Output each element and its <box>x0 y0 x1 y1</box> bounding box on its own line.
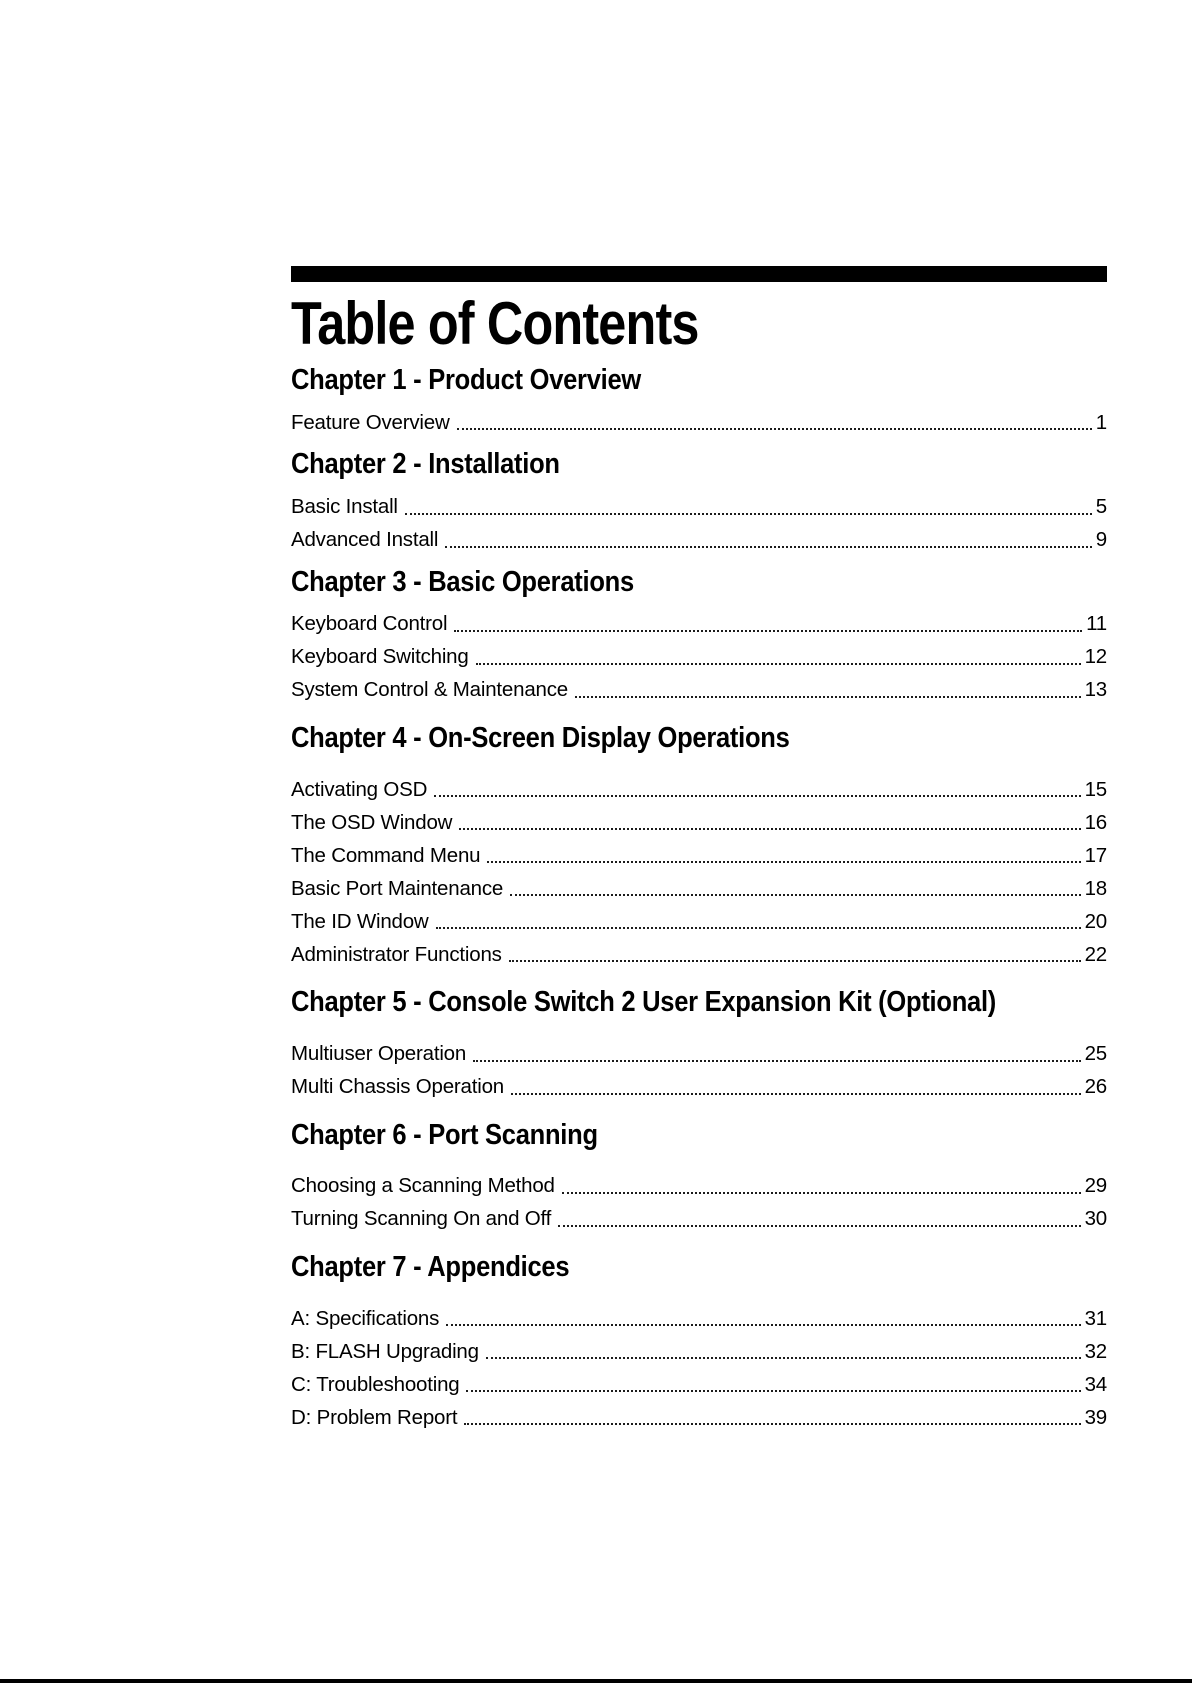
toc-entry <box>291 1298 1107 1331</box>
toc-entry <box>291 1397 1107 1430</box>
toc-entry-label: Keyboard Switching <box>291 645 469 669</box>
chapter-heading <box>291 1251 1107 1284</box>
dotted-leader <box>464 1423 1080 1425</box>
toc-entry <box>291 835 1107 868</box>
toc-chapter-1 <box>291 364 1107 435</box>
toc-chapter-list <box>291 364 1107 1430</box>
toc-entry <box>291 520 1107 553</box>
dotted-leader <box>454 630 1082 632</box>
chapter-heading <box>291 1119 1107 1152</box>
chapter-entries <box>291 487 1107 553</box>
toc-entry-label: Basic Port Maintenance <box>291 876 504 900</box>
chapter-heading-text: Chapter 5 - Console Switch 2 User Expansion Kit (Optional) <box>291 986 997 1019</box>
dotted-leader <box>487 861 1080 863</box>
toc-chapter-6 <box>291 1119 1107 1232</box>
toc-chapter-5 <box>291 986 1107 1099</box>
toc-entry <box>291 1331 1107 1364</box>
toc-entry-label: Multiuser Operation <box>291 1042 467 1066</box>
toc-entry <box>291 802 1107 835</box>
dotted-leader <box>511 1093 1081 1095</box>
chapter-entries <box>291 1166 1107 1232</box>
toc-entry <box>291 934 1107 967</box>
dotted-leader <box>509 960 1081 962</box>
top-rule <box>291 266 1107 282</box>
toc-entry-page: 39 <box>1084 1405 1107 1429</box>
toc-entry-page: 15 <box>1084 777 1107 801</box>
toc-chapter-7 <box>291 1251 1107 1430</box>
chapter-entries <box>291 1034 1107 1100</box>
dotted-leader <box>486 1357 1081 1359</box>
toc-entry-label: Turning Scanning On and Off <box>291 1207 552 1231</box>
toc-entry <box>291 769 1107 802</box>
toc-entry-page: 17 <box>1084 843 1107 867</box>
dotted-leader <box>405 513 1092 515</box>
toc-entry-page: 18 <box>1084 876 1107 900</box>
toc-entry-label: C: Troubleshooting <box>291 1372 460 1396</box>
chapter-heading <box>291 448 1107 481</box>
chapter-heading <box>291 722 1107 755</box>
dotted-leader <box>459 828 1080 830</box>
toc-entry-page: 26 <box>1084 1075 1107 1099</box>
toc-entry-page: 1 <box>1095 410 1107 434</box>
chapter-heading-text: Chapter 6 - Port Scanning <box>291 1118 598 1151</box>
dotted-leader <box>558 1225 1080 1227</box>
chapter-entries <box>291 402 1107 435</box>
toc-entry <box>291 487 1107 520</box>
toc-entry-label: Advanced Install <box>291 528 439 552</box>
toc-chapter-4 <box>291 722 1107 967</box>
toc-entry-label: The ID Window <box>291 909 429 933</box>
dotted-leader <box>466 1390 1080 1392</box>
toc-entry <box>291 1166 1107 1199</box>
toc-entry-label: Feature Overview <box>291 410 450 434</box>
toc-entry-label: B: FLASH Upgrading <box>291 1339 479 1363</box>
toc-entry-page: 29 <box>1084 1174 1107 1198</box>
dotted-leader <box>562 1192 1081 1194</box>
dotted-leader <box>473 1060 1081 1062</box>
dotted-leader <box>446 1324 1080 1326</box>
toc-chapter-3 <box>291 566 1107 703</box>
chapter-heading-text: Chapter 2 - Installation <box>291 448 560 481</box>
toc-entry-page: 9 <box>1095 528 1107 552</box>
toc-entry <box>291 670 1107 703</box>
toc-entry-page: 32 <box>1084 1339 1107 1363</box>
page-title <box>291 292 1107 355</box>
chapter-entries <box>291 604 1107 703</box>
toc-entry <box>291 637 1107 670</box>
dotted-leader <box>510 894 1080 896</box>
toc-entry-page: 12 <box>1084 645 1107 669</box>
chapter-heading <box>291 566 1107 599</box>
toc-entry <box>291 1034 1107 1067</box>
toc-entry-page: 22 <box>1084 942 1107 966</box>
toc-entry-label: D: Problem Report <box>291 1405 458 1429</box>
toc-entry-label: Basic Install <box>291 495 398 519</box>
toc-entry-page: 20 <box>1084 909 1107 933</box>
dotted-leader <box>457 428 1092 430</box>
dotted-leader <box>436 927 1081 929</box>
bottom-rule <box>0 1679 1192 1683</box>
dotted-leader <box>434 795 1080 797</box>
toc-entry-label: Keyboard Control <box>291 612 448 636</box>
toc-content <box>291 266 1107 1430</box>
chapter-heading-text: Chapter 4 - On-Screen Display Operations <box>291 722 790 755</box>
chapter-heading-text: Chapter 7 - Appendices <box>291 1251 570 1284</box>
toc-entry <box>291 402 1107 435</box>
toc-entry-label: System Control & Maintenance <box>291 678 568 702</box>
toc-entry <box>291 1199 1107 1232</box>
toc-entry <box>291 604 1107 637</box>
chapter-heading-text: Chapter 1 - Product Overview <box>291 364 641 396</box>
toc-entry-page: 5 <box>1095 495 1107 519</box>
toc-entry <box>291 868 1107 901</box>
toc-entry-label: A: Specifications <box>291 1306 440 1330</box>
toc-entry-page: 11 <box>1086 612 1107 636</box>
toc-entry-page: 13 <box>1084 678 1107 702</box>
chapter-heading-text: Chapter 3 - Basic Operations <box>291 565 634 598</box>
toc-entry-label: The Command Menu <box>291 843 481 867</box>
toc-entry-label: Administrator Functions <box>291 942 502 966</box>
toc-entry-page: 25 <box>1084 1042 1107 1066</box>
toc-entry-label: Choosing a Scanning Method <box>291 1174 555 1198</box>
toc-entry <box>291 901 1107 934</box>
toc-entry-page: 30 <box>1084 1207 1107 1231</box>
page-title-text: Table of Contents <box>291 290 699 357</box>
chapter-heading <box>291 986 1107 1019</box>
chapter-entries <box>291 769 1107 967</box>
chapter-heading <box>291 364 1107 397</box>
toc-entry-page: 16 <box>1084 810 1107 834</box>
toc-entry <box>291 1067 1107 1100</box>
toc-entry-page: 34 <box>1084 1372 1107 1396</box>
dotted-leader <box>575 696 1081 698</box>
toc-entry-label: The OSD Window <box>291 810 453 834</box>
dotted-leader <box>476 663 1081 665</box>
chapter-entries <box>291 1298 1107 1430</box>
toc-entry-label: Activating OSD <box>291 777 428 801</box>
toc-entry-page: 31 <box>1084 1306 1107 1330</box>
toc-entry <box>291 1364 1107 1397</box>
toc-chapter-2 <box>291 448 1107 552</box>
dotted-leader <box>445 546 1092 548</box>
toc-entry-label: Multi Chassis Operation <box>291 1075 505 1099</box>
